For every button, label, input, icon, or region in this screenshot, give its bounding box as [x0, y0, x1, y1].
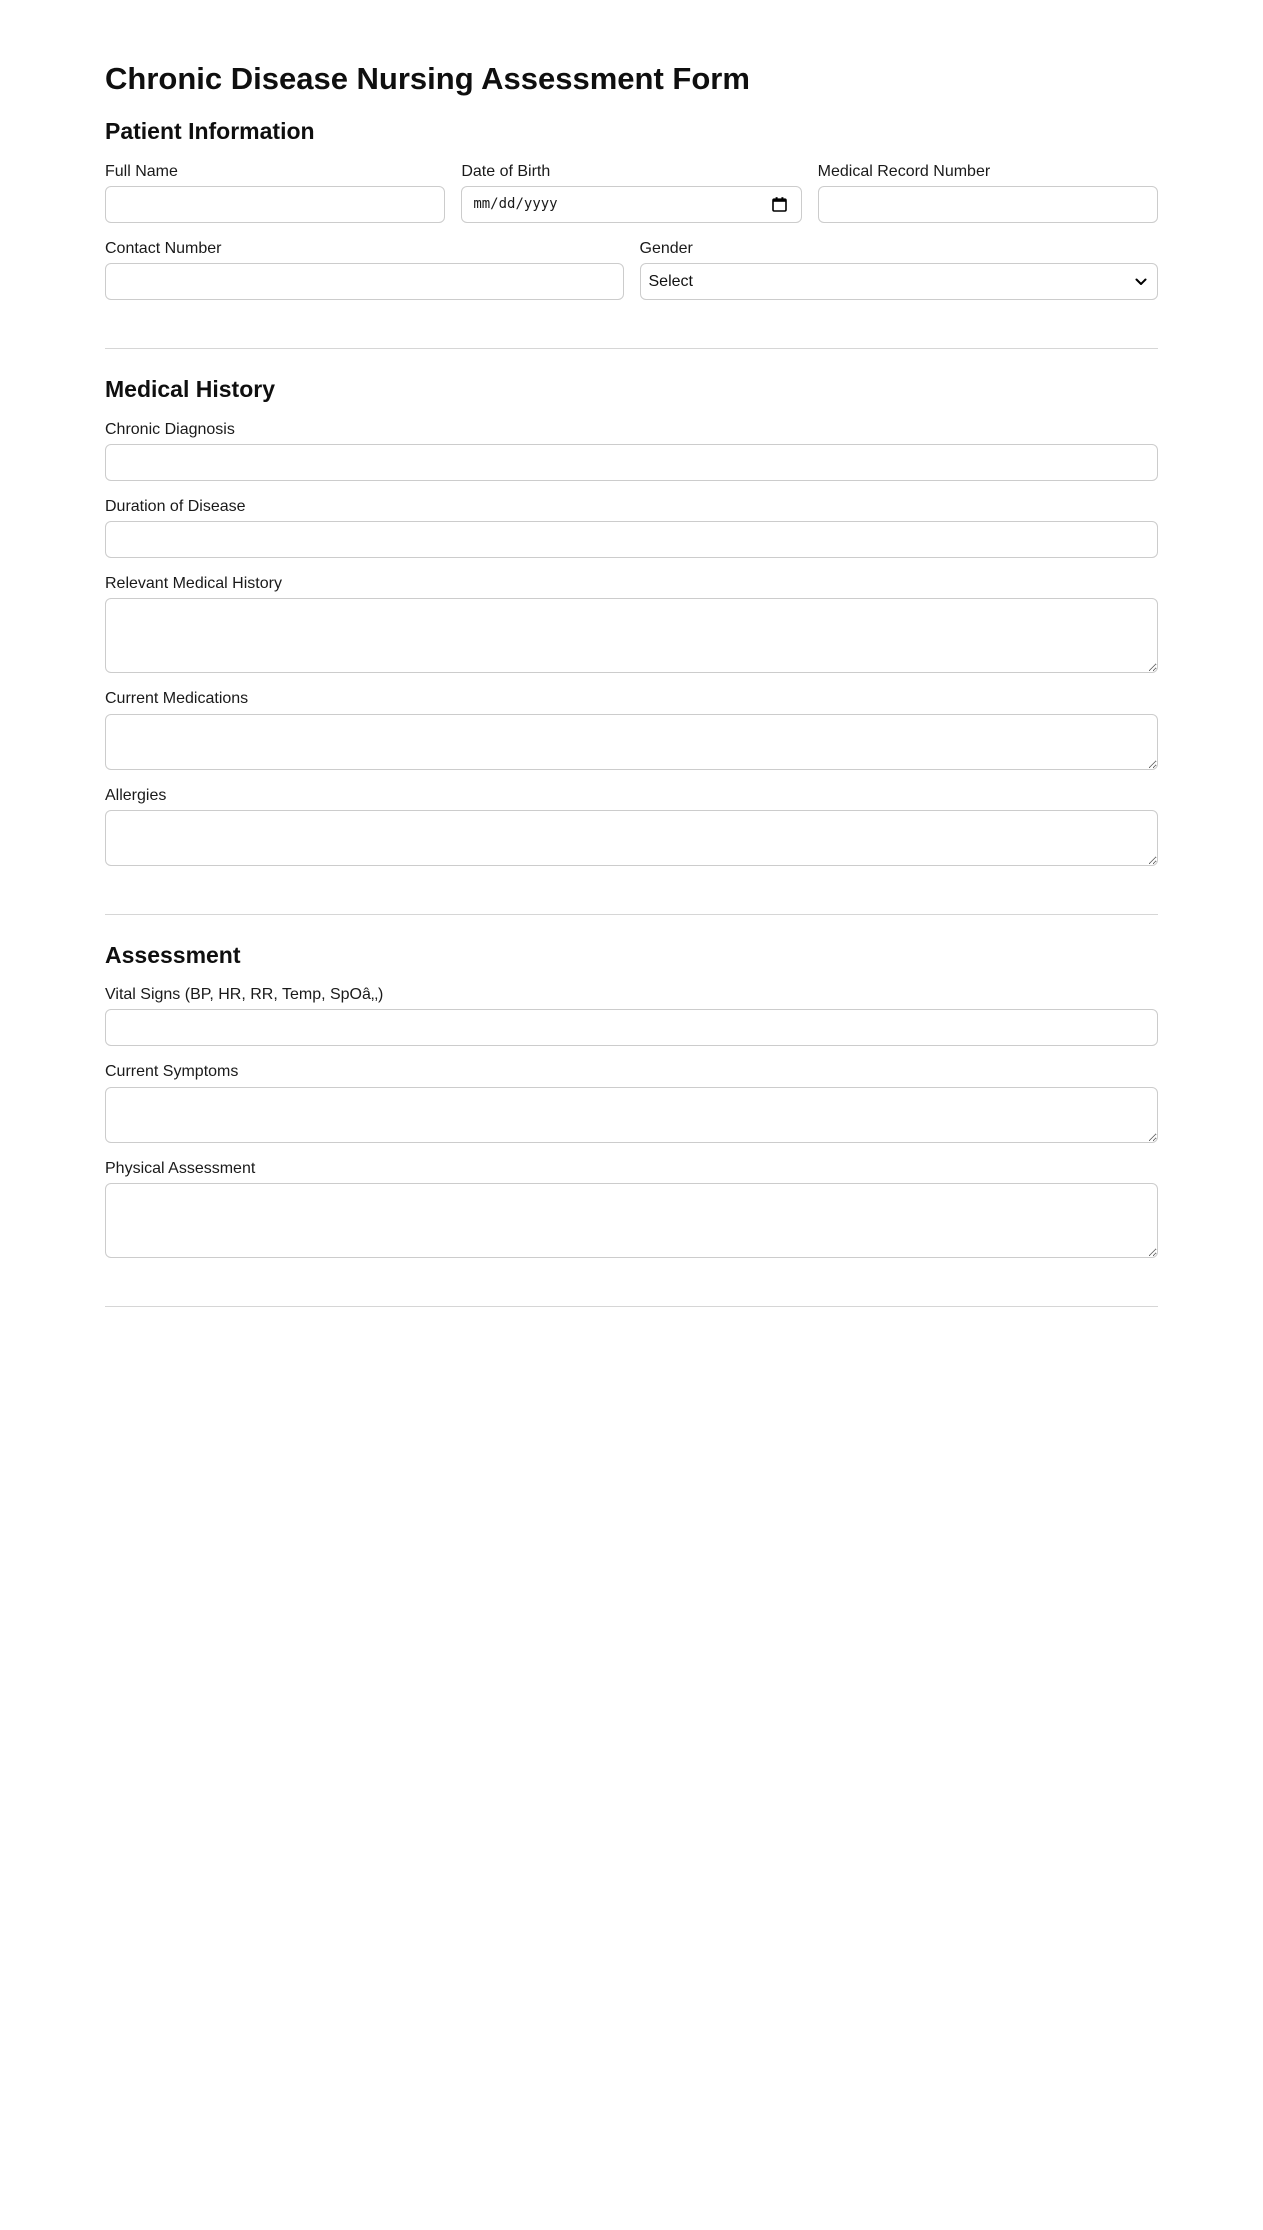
- physical-assessment-field: [105, 1159, 1158, 1258]
- section-medical-history: [105, 376, 1158, 866]
- gender-select-wrapper: [640, 263, 1159, 300]
- duration-of-disease-field: [105, 497, 1158, 558]
- form-container: [105, 0, 1158, 1307]
- section-assessment: [105, 942, 1158, 1258]
- full-name-label: Full Name: [105, 162, 178, 180]
- current-medications-label: Current Medications: [105, 690, 249, 708]
- divider: [105, 1306, 1158, 1307]
- current-symptoms-label: Current Symptoms: [105, 1063, 239, 1081]
- gender-label: Gender: [639, 239, 693, 257]
- duration-of-disease-label: Duration of Disease: [105, 497, 246, 515]
- physical-assessment-label: Physical Assessment: [105, 1159, 256, 1177]
- relevant-medical-history-label: Relevant Medical History: [105, 575, 282, 593]
- dob-label: Date of Birth: [461, 162, 551, 180]
- dob-placeholder-text: mm/dd/yyyy: [473, 196, 558, 213]
- contact-number-field: [105, 239, 624, 300]
- mrn-input[interactable]: [818, 186, 1158, 223]
- dob-input[interactable]: [461, 186, 801, 223]
- calendar-icon[interactable]: [770, 194, 790, 214]
- full-name-field: [105, 162, 445, 223]
- divider: [105, 348, 1158, 349]
- current-symptoms-field: [105, 1062, 1158, 1142]
- section-title-medical-history: Medical History: [105, 376, 275, 403]
- current-medications-textarea[interactable]: [105, 714, 1158, 770]
- duration-of-disease-input[interactable]: [105, 521, 1158, 558]
- page-title: Chronic Disease Nursing Assessment Form: [105, 61, 750, 96]
- current-medications-field: [105, 689, 1158, 769]
- relevant-medical-history-field: [105, 574, 1158, 673]
- mrn-field: [818, 162, 1158, 223]
- allergies-label: Allergies: [105, 786, 167, 804]
- current-symptoms-textarea[interactable]: [105, 1087, 1158, 1143]
- mrn-label: Medical Record Number: [817, 162, 991, 180]
- allergies-field: [105, 786, 1158, 866]
- section-title-patient-information: Patient Information: [105, 118, 315, 145]
- dob-field: [461, 162, 801, 223]
- vital-signs-label: Vital Signs (BP, HR, RR, Temp, SpOâ‚‚): [105, 986, 384, 1004]
- vital-signs-field: [105, 985, 1158, 1046]
- allergies-textarea[interactable]: [105, 810, 1158, 866]
- gender-field: [640, 239, 1159, 300]
- contact-number-label: Contact Number: [105, 239, 222, 257]
- patient-info-row-2: [105, 239, 1158, 300]
- chronic-diagnosis-input[interactable]: [105, 444, 1158, 481]
- chronic-diagnosis-field: [105, 420, 1158, 481]
- vital-signs-input[interactable]: [105, 1009, 1158, 1046]
- contact-number-input[interactable]: [105, 263, 624, 300]
- physical-assessment-textarea[interactable]: [105, 1183, 1158, 1258]
- patient-info-row-1: [105, 162, 1158, 223]
- relevant-medical-history-textarea[interactable]: [105, 598, 1158, 673]
- gender-select[interactable]: [640, 263, 1159, 300]
- full-name-input[interactable]: [105, 186, 445, 223]
- section-title-assessment: Assessment: [105, 941, 241, 968]
- divider: [105, 914, 1158, 915]
- section-patient-information: [105, 118, 1158, 300]
- chronic-diagnosis-label: Chronic Diagnosis: [105, 420, 235, 438]
